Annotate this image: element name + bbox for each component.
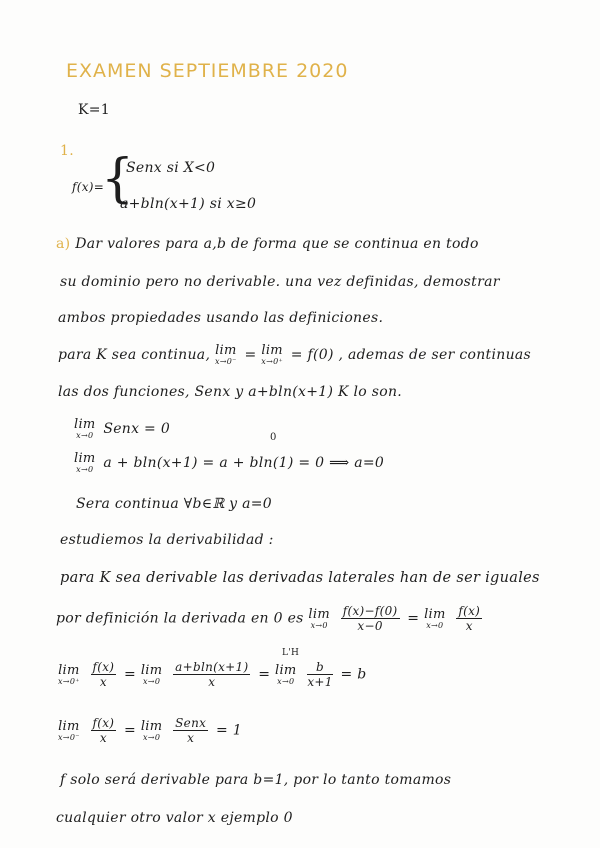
fx-over-x: $\frac{f(x)}{x}$ [92, 716, 115, 745]
fx-over-x: $\frac{f(x)}{x}$ [458, 604, 481, 633]
left-derivative [58, 716, 242, 745]
left-derivative-result: = 1 [215, 722, 242, 739]
part-a-statement-1: Dar valores para a,b de forma que se continua en todo [75, 236, 479, 252]
limit-symbol: lim x→0 [275, 662, 297, 686]
equals-sign: = [124, 666, 137, 683]
problem-number: 1. [60, 143, 74, 159]
limit-senx [74, 418, 170, 440]
derivability-text: para K sea derivable las derivadas laterales han de ser iguales [60, 570, 540, 586]
limit-symbol: lim x→0⁺ [58, 662, 80, 686]
continuity-pre: para K sea continua, [58, 347, 211, 363]
k-value: K=1 [78, 102, 110, 118]
difference-quotient: $\frac{f(x)-f(0)}{x-0}$ [342, 604, 398, 633]
conclusion-line-1: f solo será derivable para b=1, por lo tanto tomamos [60, 772, 452, 788]
limit-symbol: lim x→0⁻ [58, 718, 80, 742]
equals-sign: = [258, 666, 271, 683]
right-derivative-result: = b [340, 666, 367, 683]
zero-mark: 0 [270, 432, 277, 443]
piecewise-case-1: Senx si X<0 [126, 160, 216, 176]
limit-symbol: lim x→0 [74, 417, 96, 440]
equals-sign: = [124, 722, 137, 739]
equals-sign: = [244, 347, 257, 363]
limit-symbol: lim x→0 [140, 662, 163, 686]
limit-right: lim x→0⁺ [261, 343, 283, 366]
limit-senx-value: Senx = 0 [103, 421, 171, 437]
limit-ln [74, 452, 384, 474]
limit-left: lim x→0⁻ [214, 343, 237, 366]
fx-over-x: $\frac{f(x)}{x}$ [92, 660, 115, 689]
piecewise-lhs: f(x)= [72, 180, 105, 194]
lhopital-mark: L'H [282, 648, 300, 658]
part-a-text-line-2: su dominio pero no derivable. una vez definidas, demostrar [60, 274, 500, 290]
senx-quotient: $\frac{\text{Senx}}{x}$ [175, 716, 207, 745]
right-derivative [58, 660, 366, 689]
limit-symbol: lim x→0 [74, 451, 96, 474]
limit-symbol: lim x→0 [308, 606, 330, 630]
exam-title: EXAMEN SEPTIEMBRE 2020 [66, 60, 349, 82]
b-quotient: $\frac{b}{x+1}$ [307, 660, 333, 689]
derivability-heading: estudiemos la derivabilidad : [60, 532, 274, 548]
derivative-definition-text: por definición la derivada en 0 es [56, 610, 304, 627]
equals-sign: = [407, 610, 420, 627]
part-a-label: a) [56, 236, 71, 252]
ln-quotient: $\frac{a+bln(x+1)}{x}$ [175, 660, 249, 689]
limit-ln-value: a + bln(x+1) = a + bln(1) = 0 ⟹ a=0 [103, 455, 385, 471]
piecewise-brace: { [101, 149, 135, 209]
limit-symbol: lim x→0 [424, 606, 446, 630]
part-a-text-line-1 [56, 236, 479, 252]
derivative-definition [56, 604, 485, 633]
continuity-result: Sera continua ∀b∈ℝ y a=0 [76, 496, 272, 512]
part-a-text-line-3: ambos propiedades usando las definiciones. [58, 310, 384, 326]
conclusion-line-2: cualquier otro valor x ejemplo 0 [56, 810, 293, 826]
continuity-post: = f(0) , ademas de ser continuas [290, 347, 532, 363]
continuity-functions: las dos funciones, Senx y a+bln(x+1) K lo son. [58, 384, 403, 400]
piecewise-case-2: a+bln(x+1) si x≥0 [120, 196, 257, 212]
continuity-condition [58, 344, 531, 366]
limit-symbol: lim x→0 [140, 718, 163, 742]
